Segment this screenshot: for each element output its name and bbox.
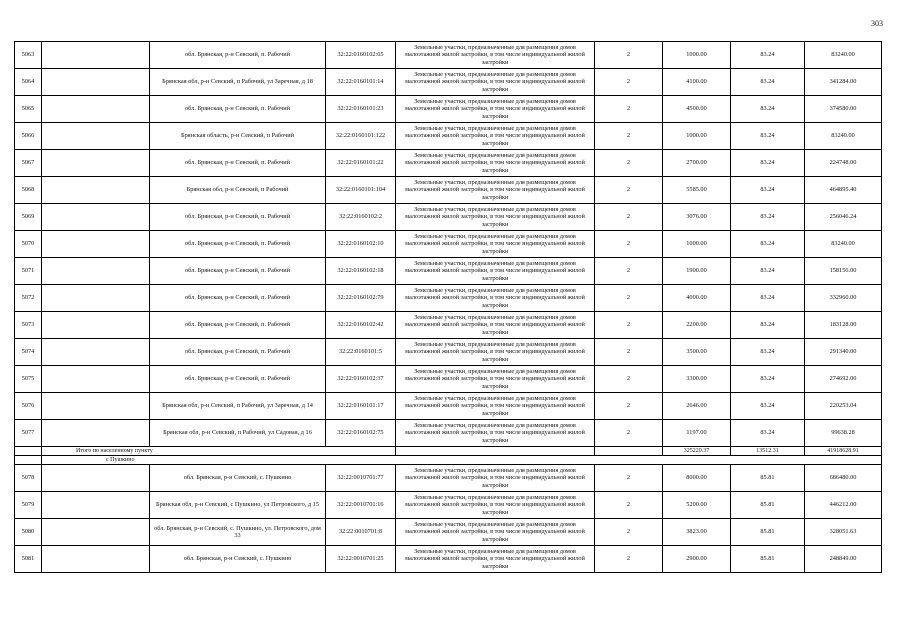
- subtotal-empty-cell: [595, 447, 663, 456]
- row-land-purpose: Земельные участки, предназначенные для размещения домов малоэтажной жилой застройки, в том числе индивидуальной жилой застройки: [396, 231, 595, 258]
- row-cadastral-value: 446212.00: [805, 492, 882, 519]
- row-address-spacer: [42, 519, 150, 546]
- row-land-purpose: Земельные участки, предназначенные для размещения домов малоэтажной жилой застройки, в том числе индивидуальной жилой застройки: [396, 69, 595, 96]
- page-number: 303: [871, 19, 883, 28]
- row-group: 2: [595, 465, 663, 492]
- row-group: 2: [595, 546, 663, 573]
- row-area: 5200.00: [663, 492, 731, 519]
- row-cadastral-value: 341284.00: [805, 69, 882, 96]
- table-row: [15, 519, 882, 546]
- row-rate: 83.24: [731, 339, 805, 366]
- row-address: Брянская обл, р-н Севский, п Рабочий, ул Заречная, д 14: [150, 393, 326, 420]
- table-row: [15, 285, 882, 312]
- row-cadastral-number: 32:22:0010701:77: [326, 465, 396, 492]
- row-cadastral-value: 291340.00: [805, 339, 882, 366]
- row-land-purpose: Земельные участки, предназначенные для размещения домов малоэтажной жилой застройки, в том числе индивидуальной жилой застройки: [396, 393, 595, 420]
- row-rate: 83.24: [731, 312, 805, 339]
- row-group: 2: [595, 150, 663, 177]
- subtotal-area: 325220.37: [663, 447, 731, 456]
- row-cadastral-number: 32:22:0010701:16: [326, 492, 396, 519]
- row-id: 5078: [15, 465, 42, 492]
- row-cadastral-value: 248849.00: [805, 546, 882, 573]
- row-address-spacer: [42, 150, 150, 177]
- row-cadastral-value: 83240.00: [805, 42, 882, 69]
- row-id: 5070: [15, 231, 42, 258]
- row-rate: 83.24: [731, 366, 805, 393]
- table-row: [15, 312, 882, 339]
- row-address: обл. Брянская, р-н Севский, п. Рабочий: [150, 42, 326, 69]
- table-row: [15, 123, 882, 150]
- row-id: 5068: [15, 177, 42, 204]
- row-address-spacer: [42, 231, 150, 258]
- row-cadastral-number: 32:22:0160102:18: [326, 258, 396, 285]
- row-land-purpose: Земельные участки, предназначенные для размещения домов малоэтажной жилой застройки, в том числе индивидуальной жилой застройки: [396, 546, 595, 573]
- row-rate: 85.81: [731, 519, 805, 546]
- row-area: 2700.00: [663, 150, 731, 177]
- row-address-spacer: [42, 69, 150, 96]
- row-address-spacer: [42, 393, 150, 420]
- row-land-purpose: Земельные участки, предназначенные для размещения домов малоэтажной жилой застройки, в том числе индивидуальной жилой застройки: [396, 123, 595, 150]
- table-row: [15, 150, 882, 177]
- table-body-rabochiy: [15, 42, 882, 447]
- row-rate: 83.24: [731, 177, 805, 204]
- row-address: обл. Брянская, р-н Севский, с. Пушкино: [150, 546, 326, 573]
- row-cadastral-value: 83240.00: [805, 231, 882, 258]
- row-area: 1900.00: [663, 258, 731, 285]
- row-rate: 85.81: [731, 465, 805, 492]
- table-row: [15, 258, 882, 285]
- row-id: 5065: [15, 96, 42, 123]
- row-id: 5064: [15, 69, 42, 96]
- row-cadastral-number: 32:22:0160102:2: [326, 204, 396, 231]
- row-address: обл. Брянская, р-н Севский, п. Рабочий: [150, 204, 326, 231]
- row-group: 2: [595, 69, 663, 96]
- row-cadastral-number: 32:22:0160101:22: [326, 150, 396, 177]
- row-cadastral-value: 328051.63: [805, 519, 882, 546]
- row-rate: 83.24: [731, 150, 805, 177]
- table-row: [15, 393, 882, 420]
- row-address-spacer: [42, 42, 150, 69]
- row-land-purpose: Земельные участки, предназначенные для размещения домов малоэтажной жилой застройки, в том числе индивидуальной жилой застройки: [396, 339, 595, 366]
- row-cadastral-number: 32:22:0160102:79: [326, 285, 396, 312]
- row-cadastral-number: 32:22:0160101:122: [326, 123, 396, 150]
- row-cadastral-value: 158156.00: [805, 258, 882, 285]
- row-rate: 83.24: [731, 69, 805, 96]
- row-area: 2200.00: [663, 312, 731, 339]
- table-row: [15, 177, 882, 204]
- row-address: обл. Брянская, р-н Севский, п. Рабочий: [150, 312, 326, 339]
- row-cadastral-value: 83240.00: [805, 123, 882, 150]
- row-id: 5077: [15, 420, 42, 447]
- row-group: 2: [595, 339, 663, 366]
- subtotal-value: 41918628.91: [805, 447, 882, 456]
- section-empty-cell: [15, 456, 42, 465]
- row-cadastral-value: 256046.24: [805, 204, 882, 231]
- subtotal-row: [15, 447, 882, 456]
- row-area: 1197.00: [663, 420, 731, 447]
- subtotal-rate: 13512.31: [731, 447, 805, 456]
- row-cadastral-value: 99638.28: [805, 420, 882, 447]
- row-land-purpose: Земельные участки, предназначенные для размещения домов малоэтажной жилой застройки, в том числе индивидуальной жилой застройки: [396, 42, 595, 69]
- table-row: [15, 546, 882, 573]
- row-cadastral-number: 32:22:0160101:23: [326, 96, 396, 123]
- row-rate: 85.81: [731, 492, 805, 519]
- row-rate: 83.24: [731, 285, 805, 312]
- subtotal-empty-cell: [396, 447, 595, 456]
- row-id: 5066: [15, 123, 42, 150]
- row-id: 5073: [15, 312, 42, 339]
- row-address: обл. Брянская, р-н Севский, п. Рабочий: [150, 258, 326, 285]
- row-id: 5080: [15, 519, 42, 546]
- row-cadastral-number: 32:22:0160102:65: [326, 42, 396, 69]
- row-cadastral-value: 332960.00: [805, 285, 882, 312]
- row-rate: 83.24: [731, 42, 805, 69]
- row-address: Брянская обл, р-н Севский, п Рабочий, ул Заречная, д 18: [150, 69, 326, 96]
- row-address: Брянская обл, р-н Севский, с Пушкино, ул Петровского, д 15: [150, 492, 326, 519]
- row-address-spacer: [42, 312, 150, 339]
- row-address-spacer: [42, 177, 150, 204]
- row-cadastral-value: 464895.40: [805, 177, 882, 204]
- row-id: 5074: [15, 339, 42, 366]
- row-address: обл. Брянская, р-н Севский, п. Рабочий: [150, 150, 326, 177]
- row-land-purpose: Земельные участки, предназначенные для размещения домов малоэтажной жилой застройки, в том числе индивидуальной жилой застройки: [396, 258, 595, 285]
- row-land-purpose: Земельные участки, предназначенные для размещения домов малоэтажной жилой застройки, в том числе индивидуальной жилой застройки: [396, 465, 595, 492]
- row-address-spacer: [42, 465, 150, 492]
- row-group: 2: [595, 96, 663, 123]
- row-group: 2: [595, 366, 663, 393]
- row-group: 2: [595, 492, 663, 519]
- row-area: 2646.00: [663, 393, 731, 420]
- row-address: обл. Брянская, р-н Севский, п. Рабочий: [150, 285, 326, 312]
- table-row: [15, 204, 882, 231]
- row-address: обл. Брянская, р-н Севский, п. Рабочий: [150, 96, 326, 123]
- row-address-spacer: [42, 204, 150, 231]
- row-land-purpose: Земельные участки, предназначенные для размещения домов малоэтажной жилой застройки, в том числе индивидуальной жилой застройки: [396, 519, 595, 546]
- row-land-purpose: Земельные участки, предназначенные для размещения домов малоэтажной жилой застройки, в том числе индивидуальной жилой застройки: [396, 96, 595, 123]
- table-row: [15, 339, 882, 366]
- row-land-purpose: Земельные участки, предназначенные для размещения домов малоэтажной жилой застройки, в том числе индивидуальной жилой застройки: [396, 204, 595, 231]
- row-rate: 83.24: [731, 96, 805, 123]
- row-group: 2: [595, 42, 663, 69]
- row-cadastral-number: 32:22:0160101:5: [326, 339, 396, 366]
- row-address: обл. Брянская, р-н Севский, п. Рабочий: [150, 339, 326, 366]
- section-label: с Пушкино: [42, 456, 882, 465]
- row-group: 2: [595, 258, 663, 285]
- row-land-purpose: Земельные участки, предназначенные для размещения домов малоэтажной жилой застройки, в том числе индивидуальной жилой застройки: [396, 285, 595, 312]
- row-rate: 85.81: [731, 546, 805, 573]
- row-id: 5067: [15, 150, 42, 177]
- row-rate: 83.24: [731, 204, 805, 231]
- row-cadastral-number: 32:22:0160102:75: [326, 420, 396, 447]
- row-address: обл. Брянская, р-н Севский, п. Рабочий: [150, 231, 326, 258]
- row-address: Брянская обл, р-н Севский, п Рабочий, ул Садовая, д 16: [150, 420, 326, 447]
- row-area: 3823.00: [663, 519, 731, 546]
- row-area: 1000.00: [663, 231, 731, 258]
- row-rate: 83.24: [731, 231, 805, 258]
- row-id: 5069: [15, 204, 42, 231]
- row-id: 5079: [15, 492, 42, 519]
- table-row: [15, 96, 882, 123]
- row-address-spacer: [42, 123, 150, 150]
- row-cadastral-value: 686480.00: [805, 465, 882, 492]
- table-row: [15, 231, 882, 258]
- row-group: 2: [595, 123, 663, 150]
- row-cadastral-number: 32:22:0010701:25: [326, 546, 396, 573]
- table-row: [15, 69, 882, 96]
- row-area: 1000.00: [663, 42, 731, 69]
- row-area: 4500.00: [663, 96, 731, 123]
- row-cadastral-number: 32:22:0160102:37: [326, 366, 396, 393]
- row-id: 5071: [15, 258, 42, 285]
- row-area: 4000.00: [663, 285, 731, 312]
- row-cadastral-number: 32:22:0160102:10: [326, 231, 396, 258]
- row-group: 2: [595, 420, 663, 447]
- row-group: 2: [595, 177, 663, 204]
- row-id: 5081: [15, 546, 42, 573]
- row-land-purpose: Земельные участки, предназначенные для размещения домов малоэтажной жилой застройки, в том числе индивидуальной жилой застройки: [396, 420, 595, 447]
- row-area: 2900.00: [663, 546, 731, 573]
- row-address-spacer: [42, 546, 150, 573]
- row-land-purpose: Земельные участки, предназначенные для размещения домов малоэтажной жилой застройки, в том числе индивидуальной жилой застройки: [396, 312, 595, 339]
- table-row: [15, 366, 882, 393]
- row-address-spacer: [42, 420, 150, 447]
- row-cadastral-number: 32:22:0160101:17: [326, 393, 396, 420]
- row-area: 1000.00: [663, 123, 731, 150]
- row-address-spacer: [42, 492, 150, 519]
- row-address: Брянская область, р-н Севский, п Рабочий: [150, 123, 326, 150]
- subtotal-label: Итого по населенному пункту: [42, 447, 396, 456]
- row-group: 2: [595, 231, 663, 258]
- row-area: 3076.00: [663, 204, 731, 231]
- row-area: 5585.00: [663, 177, 731, 204]
- row-id: 5063: [15, 42, 42, 69]
- row-group: 2: [595, 285, 663, 312]
- row-id: 5072: [15, 285, 42, 312]
- row-land-purpose: Земельные участки, предназначенные для размещения домов малоэтажной жилой застройки, в том числе индивидуальной жилой застройки: [396, 492, 595, 519]
- row-rate: 83.24: [731, 123, 805, 150]
- row-cadastral-value: 374580.00: [805, 96, 882, 123]
- row-id: 5076: [15, 393, 42, 420]
- row-cadastral-number: 32:22:0010701:8: [326, 519, 396, 546]
- row-address-spacer: [42, 258, 150, 285]
- row-area: 3300.00: [663, 366, 731, 393]
- table-row: [15, 42, 882, 69]
- subtotal-empty-cell: [15, 447, 42, 456]
- row-land-purpose: Земельные участки, предназначенные для размещения домов малоэтажной жилой застройки, в том числе индивидуальной жилой застройки: [396, 150, 595, 177]
- row-id: 5075: [15, 366, 42, 393]
- row-rate: 83.24: [731, 393, 805, 420]
- table-row: [15, 465, 882, 492]
- row-cadastral-value: 220253.04: [805, 393, 882, 420]
- row-cadastral-value: 274692.00: [805, 366, 882, 393]
- row-address-spacer: [42, 339, 150, 366]
- subtotal-section: [15, 447, 882, 465]
- row-cadastral-number: 32:22:0160101:14: [326, 69, 396, 96]
- row-address-spacer: [42, 96, 150, 123]
- section-header-row: [15, 456, 882, 465]
- row-address-spacer: [42, 285, 150, 312]
- table-row: [15, 420, 882, 447]
- row-land-purpose: Земельные участки, предназначенные для размещения домов малоэтажной жилой застройки, в том числе индивидуальной жилой застройки: [396, 177, 595, 204]
- row-group: 2: [595, 519, 663, 546]
- row-rate: 83.24: [731, 258, 805, 285]
- table-row: [15, 492, 882, 519]
- row-cadastral-number: 32:22:0160102:42: [326, 312, 396, 339]
- row-address-spacer: [42, 366, 150, 393]
- row-area: 4100.00: [663, 69, 731, 96]
- row-cadastral-value: 224748.00: [805, 150, 882, 177]
- row-address: обл. Брянская, р-н Севский, с. Пушкино, ул. Петровского, дом 33: [150, 519, 326, 546]
- row-area: 3500.00: [663, 339, 731, 366]
- row-group: 2: [595, 312, 663, 339]
- row-address: обл. Брянская, р-н Севский, с. Пушкино: [150, 465, 326, 492]
- row-address: обл. Брянская, р-н Севский, п. Рабочий: [150, 366, 326, 393]
- row-group: 2: [595, 204, 663, 231]
- cadastral-registry-table: [14, 41, 882, 573]
- row-land-purpose: Земельные участки, предназначенные для размещения домов малоэтажной жилой застройки, в том числе индивидуальной жилой застройки: [396, 366, 595, 393]
- row-rate: 83.24: [731, 420, 805, 447]
- row-group: 2: [595, 393, 663, 420]
- row-cadastral-number: 32:22:0160101:104: [326, 177, 396, 204]
- row-cadastral-value: 183128.00: [805, 312, 882, 339]
- row-area: 8000.00: [663, 465, 731, 492]
- row-address: Брянская обл, р-н Севский, п Рабочий: [150, 177, 326, 204]
- table-body-pushkino: [15, 465, 882, 573]
